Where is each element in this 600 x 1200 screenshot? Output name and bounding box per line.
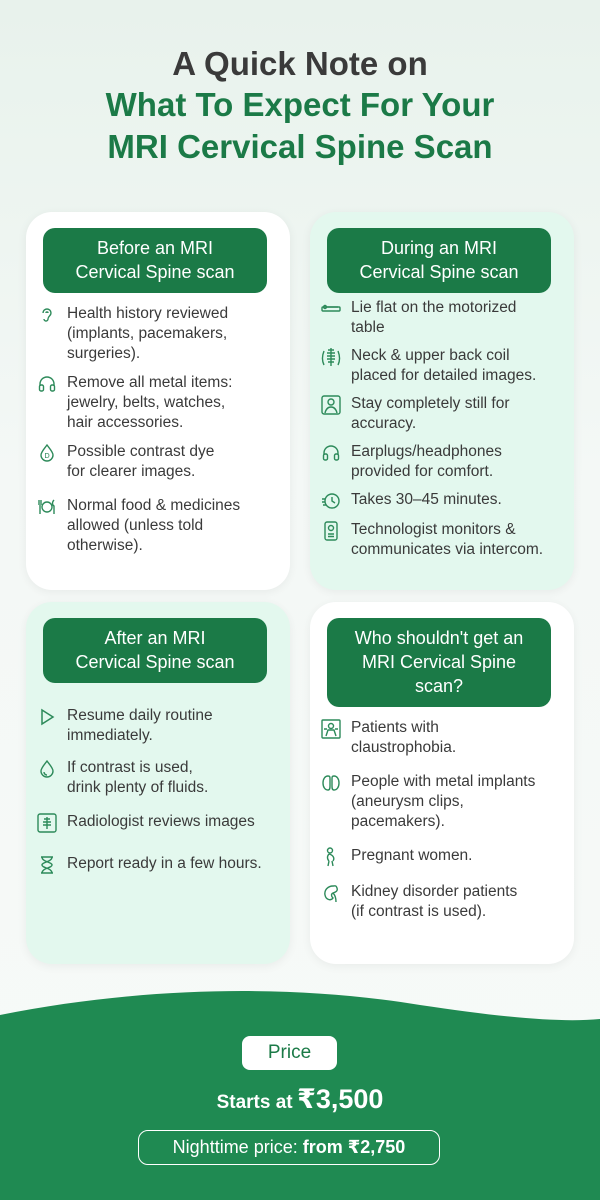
text-line: immediately. (67, 727, 153, 744)
text-line: Resume daily routine (67, 707, 213, 724)
heading-line: Before an MRI (96, 238, 214, 258)
text-line: pacemakers). (351, 813, 445, 830)
text-line: Neck & upper back coil (351, 347, 510, 364)
card-before (26, 212, 290, 590)
text-line: If contrast is used, (67, 759, 193, 776)
text-line: otherwise). (67, 537, 143, 554)
list-item (320, 718, 568, 758)
list-item (320, 882, 568, 922)
text-line: Report ready in a few hours. (67, 855, 262, 872)
text-line: Radiologist reviews images (67, 813, 255, 830)
nighttime-price (138, 1130, 440, 1165)
meal-icon (36, 496, 58, 518)
list-item (320, 346, 568, 386)
text-line: Normal food & medicines (67, 497, 241, 514)
list-item (320, 298, 568, 338)
water-drop-icon (36, 758, 58, 780)
headphones-icon (320, 442, 342, 464)
text-line: Earplugs/headphones (351, 443, 502, 460)
text-line: Takes 30–45 minutes. (351, 491, 502, 508)
dye-drop-icon (36, 442, 58, 464)
heading-line: Cervical Spine scan (75, 262, 235, 282)
text-line: surgeries). (67, 345, 141, 362)
card-before-heading (43, 228, 267, 293)
text-line: Remove all metal items: (67, 374, 233, 391)
text-line: claustrophobia. (351, 739, 457, 756)
list-item-text (67, 812, 255, 832)
list-item-text (67, 854, 262, 874)
night-amount: from ₹2,750 (302, 1137, 406, 1157)
ear-icon (36, 304, 58, 326)
text-line: People with metal implants (351, 773, 536, 790)
text-line: jewelry, belts, watches, (67, 394, 226, 411)
title-line-3: MRI Cervical Spine Scan (107, 128, 493, 165)
card-after-list (36, 706, 284, 886)
title-line-2: What To Expect For Your (105, 86, 495, 123)
list-item (320, 772, 568, 832)
list-item (36, 373, 284, 433)
text-line: drink plenty of fluids. (67, 779, 209, 796)
list-item-text (67, 442, 214, 482)
card-who (310, 602, 574, 964)
heading-line: Who shouldn't get an (354, 628, 524, 648)
text-line: (aneurysm clips, (351, 793, 464, 810)
hourglass-icon (36, 854, 58, 876)
list-item (36, 812, 284, 834)
implant-icon (320, 772, 342, 794)
list-item-text (67, 758, 208, 798)
starts-amount: ₹3,500 (297, 1084, 384, 1114)
text-line: (implants, pacemakers, (67, 325, 228, 342)
kidney-icon (320, 882, 342, 904)
text-line: allowed (unless told (67, 517, 204, 534)
list-item (320, 520, 568, 560)
text-line: Kidney disorder patients (351, 883, 518, 900)
text-line: table (351, 319, 385, 336)
heading-line: During an MRI (380, 238, 498, 258)
pregnant-icon (320, 846, 342, 868)
play-icon (36, 706, 58, 728)
list-item-text (351, 298, 516, 338)
heading-line: scan? (414, 676, 464, 696)
list-item (36, 854, 284, 876)
list-item (36, 496, 284, 556)
list-item-text (351, 490, 502, 510)
list-item-text (67, 496, 240, 556)
list-item (320, 442, 568, 482)
headphones-icon (36, 373, 58, 395)
text-line: provided for comfort. (351, 463, 494, 480)
text-line: accuracy. (351, 415, 417, 432)
card-who-list (320, 718, 568, 932)
list-item-text (351, 394, 510, 434)
list-item-text (351, 442, 502, 482)
text-line: Health history reviewed (67, 305, 229, 322)
xray-icon (36, 812, 58, 834)
starting-price (0, 1084, 600, 1115)
list-item (36, 758, 284, 798)
spine-icon (320, 346, 342, 368)
timer-icon (320, 490, 342, 512)
text-line: for clearer images. (67, 463, 196, 480)
text-line: Pregnant women. (351, 847, 473, 864)
text-line: Technologist monitors & (351, 521, 516, 538)
card-during (310, 212, 574, 590)
text-line: Patients with (351, 719, 439, 736)
night-label: Nighttime price: (172, 1137, 298, 1157)
claustrophobia-icon (320, 718, 342, 740)
list-item (320, 394, 568, 434)
list-item (36, 706, 284, 746)
list-item-text (67, 304, 228, 364)
heading-line: After an MRI (104, 628, 206, 648)
heading-line: MRI Cervical Spine (361, 652, 517, 672)
list-item (320, 490, 568, 512)
list-item-text (67, 373, 232, 433)
svg-text:D: D (44, 452, 50, 460)
text-line: hair accessories. (67, 414, 184, 431)
list-item-text (351, 718, 456, 758)
card-before-list (36, 304, 284, 566)
text-line: (if contrast is used). (351, 903, 487, 920)
card-who-heading (327, 618, 551, 707)
text-line: Lie flat on the motorized (351, 299, 517, 316)
heading-line: Cervical Spine scan (75, 652, 235, 672)
list-item-text (351, 882, 517, 922)
list-item-text (351, 846, 473, 866)
card-during-list (320, 298, 568, 570)
list-item (36, 304, 284, 364)
price-label: Price (242, 1036, 337, 1070)
card-after-heading (43, 618, 267, 683)
list-item-text (351, 346, 536, 386)
heading-line: Cervical Spine scan (359, 262, 519, 282)
list-item-text (351, 520, 543, 560)
card-during-heading (327, 228, 551, 293)
card-after (26, 602, 290, 964)
starts-label: Starts at (216, 1092, 293, 1113)
text-line: Possible contrast dye (67, 443, 215, 460)
table-bed-icon (320, 298, 342, 320)
list-item-text (67, 706, 213, 746)
person-still-icon (320, 394, 342, 416)
title-line-1: A Quick Note on (172, 45, 428, 82)
list-item (36, 442, 284, 482)
list-item-text (351, 772, 535, 832)
text-line: placed for detailed images. (351, 367, 537, 384)
text-line: Stay completely still for (351, 395, 510, 412)
list-item (320, 846, 568, 868)
text-line: communicates via intercom. (351, 541, 544, 558)
title-block (0, 44, 600, 168)
intercom-icon (320, 520, 342, 542)
